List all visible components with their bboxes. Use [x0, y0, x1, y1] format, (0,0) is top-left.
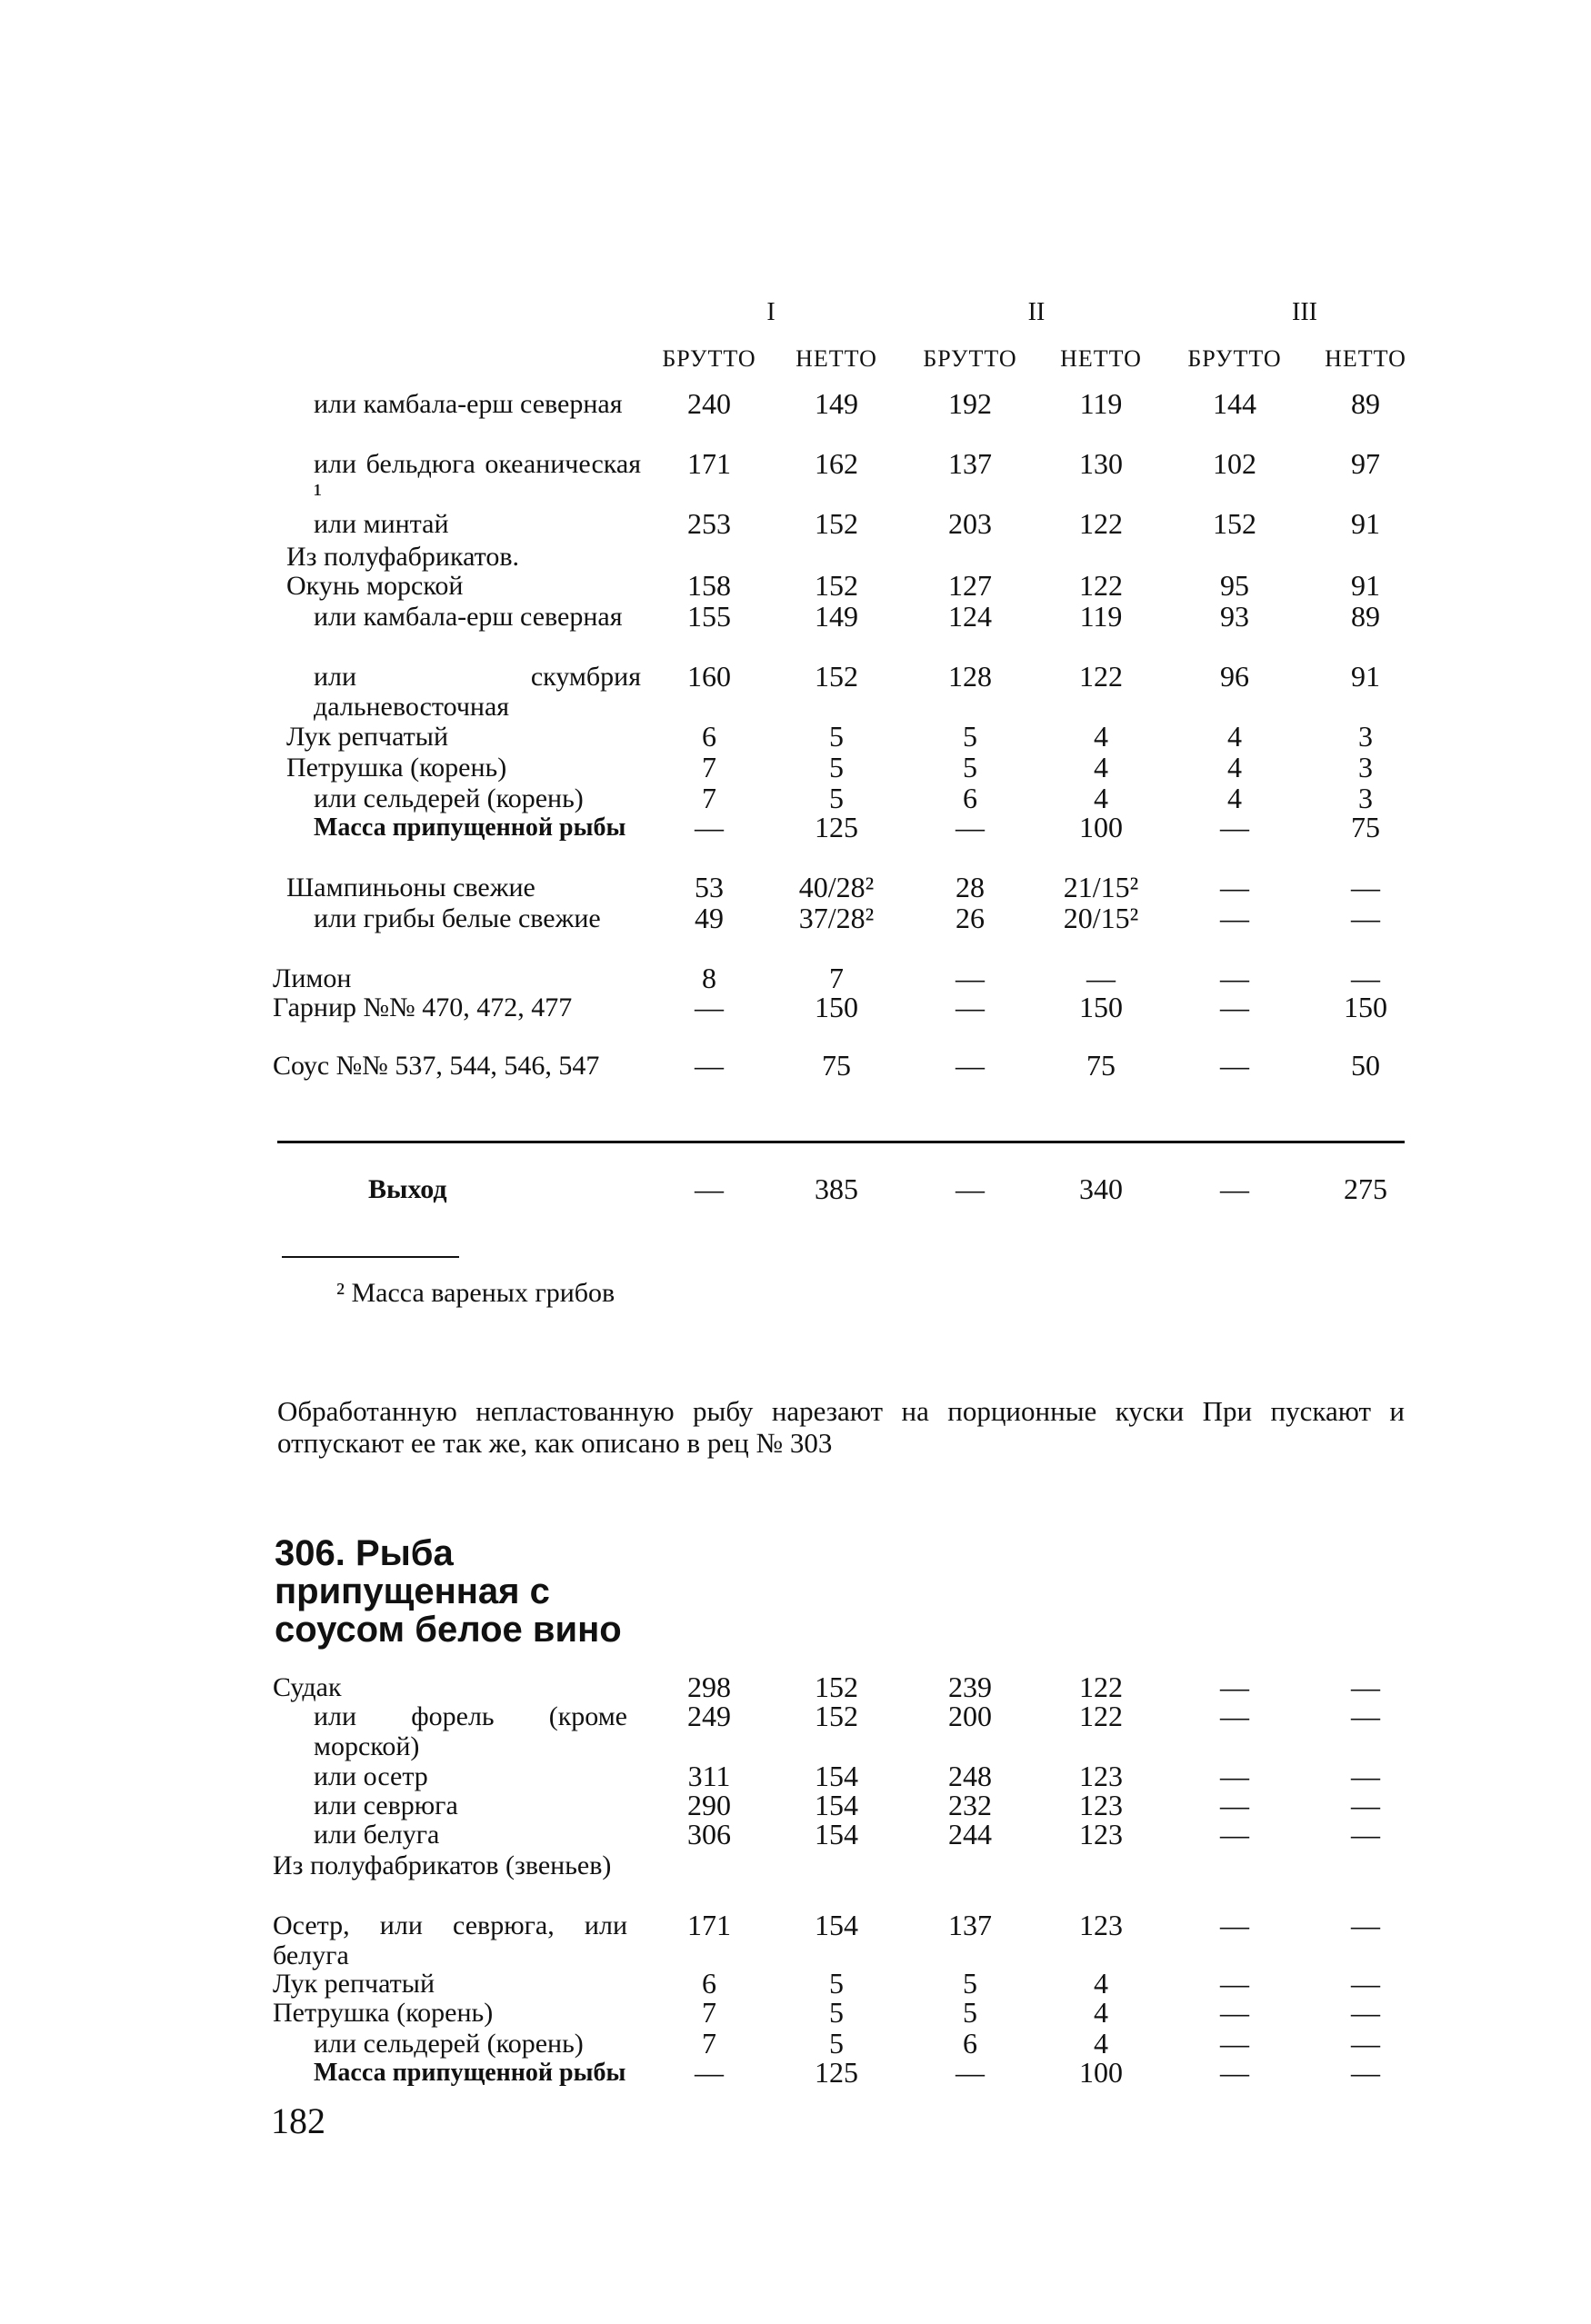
table-cell: 95 — [1220, 569, 1249, 602]
column-header-brutto: БРУТТО — [923, 345, 1017, 372]
table-cell: 89 — [1351, 387, 1380, 420]
ingredient-label: Лук репчатый — [286, 722, 448, 752]
table-cell: 124 — [948, 600, 992, 633]
table-cell: 340 — [1079, 1172, 1123, 1205]
table-cell: 123 — [1079, 1909, 1123, 1941]
table-cell: 4 — [1227, 720, 1242, 753]
ingredient-label: Осетр, или севрюга, или белуга — [273, 1910, 627, 1970]
table-cell: 3 — [1358, 782, 1373, 814]
table-cell: 123 — [1079, 1789, 1123, 1821]
table-cell: 158 — [687, 569, 731, 602]
table-cell: 89 — [1351, 600, 1380, 633]
table-cell: 49 — [695, 902, 724, 934]
table-cell: 91 — [1351, 507, 1380, 540]
ingredient-label: Масса припущенной рыбы — [314, 813, 626, 842]
table-cell: 154 — [815, 1909, 858, 1941]
table-cell: 162 — [815, 447, 858, 480]
ingredient-label: Гарнир №№ 470, 472, 477 — [273, 992, 573, 1022]
column-header-netto: НЕТТО — [1325, 345, 1406, 372]
table-cell: — — [1351, 1671, 1380, 1703]
table-cell: — — [1351, 1789, 1380, 1821]
table-cell: 154 — [815, 1789, 858, 1821]
table-cell: — — [695, 811, 724, 843]
table-cell: — — [1351, 1996, 1380, 2029]
table-cell: 3 — [1358, 751, 1373, 783]
table-row — [0, 602, 1591, 663]
table-row — [0, 1850, 1591, 1912]
table-cell: — — [1220, 991, 1249, 1023]
table-cell: 5 — [829, 751, 844, 783]
table-cell: — — [1220, 1996, 1249, 2029]
table-cell: — — [1220, 1789, 1249, 1821]
table-row — [0, 662, 1591, 723]
table-cell: — — [1220, 962, 1249, 994]
table-cell: — — [1351, 2056, 1380, 2089]
ingredient-label: или севрюга — [314, 1790, 458, 1820]
ingredient-label: или грибы белые свежие — [314, 903, 601, 933]
table-cell: 100 — [1079, 2056, 1123, 2089]
yield-label: Выход — [368, 1174, 447, 1204]
table-cell: 102 — [1213, 447, 1256, 480]
instruction-paragraph: Обработанную непластованную рыбу нарезают на порционные куски При пускают и отпускают ее так же, как описано в рец № 303 — [277, 1395, 1405, 1459]
table-cell: 6 — [963, 2027, 977, 2060]
table-cell: — — [956, 991, 985, 1023]
ingredient-label: Лук репчатый — [273, 1969, 435, 1999]
table-row — [0, 1910, 1591, 1972]
table-cell: 91 — [1351, 660, 1380, 693]
table-cell: — — [695, 2056, 724, 2089]
table-cell: 125 — [815, 811, 858, 843]
table-cell: 200 — [948, 1700, 992, 1732]
table-cell: 152 — [815, 569, 858, 602]
table-cell: 152 — [1213, 507, 1256, 540]
table-cell: — — [1351, 871, 1380, 903]
table-cell: 5 — [829, 720, 844, 753]
table-cell: 5 — [829, 1967, 844, 2000]
table-cell: 122 — [1079, 507, 1123, 540]
table-cell: — — [1220, 2056, 1249, 2089]
column-header-netto: НЕТТО — [796, 345, 877, 372]
table-cell: 93 — [1220, 600, 1249, 633]
table-cell: 26 — [956, 902, 985, 934]
ingredient-label: или минтай — [314, 509, 449, 539]
footnote-rule — [282, 1256, 459, 1258]
table-cell: 149 — [815, 387, 858, 420]
table-cell: 3 — [1358, 720, 1373, 753]
table-cell: 239 — [948, 1671, 992, 1703]
column-header-brutto: БРУТТО — [1187, 345, 1282, 372]
table-cell: — — [956, 1049, 985, 1082]
table-cell: 150 — [1079, 991, 1123, 1023]
ingredient-label: Лимон — [273, 963, 352, 993]
table-cell: 4 — [1094, 782, 1108, 814]
table-cell: 4 — [1094, 720, 1108, 753]
table-cell: 203 — [948, 507, 992, 540]
table-cell: — — [1351, 1760, 1380, 1792]
table-cell: — — [1220, 1967, 1249, 2000]
table-cell: 275 — [1344, 1172, 1387, 1205]
table-row — [0, 903, 1591, 965]
table-cell: — — [1220, 902, 1249, 934]
table-cell: 311 — [687, 1760, 731, 1792]
table-cell: 91 — [1351, 569, 1380, 602]
ingredient-label: Окунь морской — [286, 571, 464, 601]
table-row — [0, 992, 1591, 1054]
table-cell: 240 — [687, 387, 731, 420]
table-cell: 5 — [963, 1967, 977, 2000]
table-cell: — — [1086, 962, 1116, 994]
column-header-netto: НЕТТО — [1060, 345, 1142, 372]
table-cell: 248 — [948, 1760, 992, 1792]
table-cell: — — [1220, 2027, 1249, 2060]
table-cell: 130 — [1079, 447, 1123, 480]
table-cell: — — [956, 2056, 985, 2089]
table-cell: — — [695, 1049, 724, 1082]
table-cell: 4 — [1094, 1996, 1108, 2029]
table-cell: 4 — [1094, 2027, 1108, 2060]
table-row — [0, 813, 1591, 874]
table-cell: 144 — [1213, 387, 1256, 420]
table-cell: 122 — [1079, 660, 1123, 693]
table-cell: 4 — [1227, 782, 1242, 814]
table-cell: 37/28² — [798, 902, 875, 934]
table-cell: 150 — [815, 991, 858, 1023]
table-cell: 137 — [948, 447, 992, 480]
table-cell: 96 — [1220, 660, 1249, 693]
table-cell: 7 — [702, 782, 716, 814]
table-cell: — — [1220, 1760, 1249, 1792]
ingredient-label: Петрушка (корень) — [273, 1998, 494, 2028]
table-cell: 50 — [1351, 1049, 1380, 1082]
table-cell: 7 — [702, 751, 716, 783]
table-cell: 75 — [1086, 1049, 1116, 1082]
yield-row — [0, 1174, 1591, 1236]
table-cell: — — [1220, 1909, 1249, 1941]
ingredient-label: Шампиньоны свежие — [286, 873, 535, 903]
table-cell: 253 — [687, 507, 731, 540]
ingredient-label: или камбала-ерш северная — [314, 602, 623, 632]
ingredient-label: или белуга — [314, 1820, 440, 1850]
table-cell: — — [1351, 2027, 1380, 2060]
table-cell: 149 — [815, 600, 858, 633]
table-cell: — — [1220, 1818, 1249, 1850]
table-row — [0, 1701, 1591, 1763]
table-cell: 28 — [956, 871, 985, 903]
page-number: 182 — [271, 2100, 325, 2141]
ingredient-label: или форель (кроме морской) — [314, 1701, 627, 1761]
table-cell: 232 — [948, 1789, 992, 1821]
table-cell: — — [956, 1172, 985, 1205]
table-cell: 4 — [1094, 751, 1108, 783]
table-cell: 6 — [963, 782, 977, 814]
table-cell: 154 — [815, 1760, 858, 1792]
ingredient-label: или сельдерей (корень) — [314, 783, 584, 813]
table-cell: 5 — [829, 1996, 844, 2029]
table-cell: 20/15² — [1063, 902, 1139, 934]
table-cell: 21/15² — [1063, 871, 1139, 903]
table-divider — [277, 1141, 1405, 1143]
ingredient-label: Судак — [273, 1672, 342, 1702]
table-cell: — — [1220, 1172, 1249, 1205]
ingredient-label: или бельдюга океаническая ¹ — [314, 449, 641, 509]
table-cell: — — [1220, 1049, 1249, 1082]
table-cell: 75 — [822, 1049, 851, 1082]
column-group-3: III — [1292, 298, 1317, 326]
table-cell: 8 — [702, 962, 716, 994]
table-cell: 123 — [1079, 1760, 1123, 1792]
table-cell: 119 — [1079, 600, 1123, 633]
table-cell: — — [1220, 1700, 1249, 1732]
table-cell: 97 — [1351, 447, 1380, 480]
table-cell: 122 — [1079, 569, 1123, 602]
table-cell: 125 — [815, 2056, 858, 2089]
table-cell: — — [1351, 1967, 1380, 2000]
table-cell: 6 — [702, 1967, 716, 2000]
table-cell: 4 — [1094, 1967, 1108, 2000]
table-cell: 290 — [687, 1789, 731, 1821]
table-cell: 75 — [1351, 811, 1380, 843]
ingredient-label: Масса припущенной рыбы — [314, 2059, 626, 2087]
table-cell: 5 — [829, 782, 844, 814]
table-cell: 5 — [963, 751, 977, 783]
table-cell: 171 — [687, 1909, 731, 1941]
table-row — [0, 389, 1591, 451]
table-cell: 7 — [829, 962, 844, 994]
table-cell: — — [1220, 1671, 1249, 1703]
table-cell: — — [1220, 811, 1249, 843]
table-cell: 5 — [963, 1996, 977, 2029]
ingredient-label: Из полуфабрикатов. — [286, 542, 520, 572]
table-cell: — — [1220, 871, 1249, 903]
table-cell: 119 — [1079, 387, 1123, 420]
table-cell: 4 — [1227, 751, 1242, 783]
ingredient-label: или камбала-ерш северная — [314, 389, 623, 419]
table-cell: 306 — [687, 1818, 731, 1850]
ingredient-label: Петрушка (корень) — [286, 753, 507, 783]
table-cell: 160 — [687, 660, 731, 693]
table-cell: — — [1351, 962, 1380, 994]
table-cell: — — [695, 1172, 724, 1205]
table-row — [0, 449, 1591, 511]
table-cell: 249 — [687, 1700, 731, 1732]
ingredient-label: Из полуфабрикатов (звеньев) — [273, 1850, 612, 1880]
table-row — [0, 1051, 1591, 1112]
footnote: ² Масса вареных грибов — [336, 1278, 615, 1308]
table-cell: — — [1351, 1700, 1380, 1732]
column-group-2: II — [1027, 298, 1046, 326]
table-cell: 171 — [687, 447, 731, 480]
table-cell: 128 — [948, 660, 992, 693]
ingredient-label: Соус №№ 537, 544, 546, 547 — [273, 1051, 600, 1081]
table-cell: 5 — [829, 2027, 844, 2060]
table-cell: — — [1351, 1818, 1380, 1850]
table-cell: — — [1351, 1909, 1380, 1941]
table-cell: — — [956, 962, 985, 994]
table-cell: 298 — [687, 1671, 731, 1703]
table-row — [0, 2058, 1591, 2120]
table-cell: — — [1351, 902, 1380, 934]
table-cell: — — [956, 811, 985, 843]
ingredient-label: или осетр — [314, 1761, 428, 1791]
table-cell: 122 — [1079, 1700, 1123, 1732]
table-cell: 40/28² — [798, 871, 875, 903]
recipe-title: 306. Рыба припущенная с соусом белое вино — [275, 1533, 622, 1650]
table-cell: 152 — [815, 660, 858, 693]
table-cell: 154 — [815, 1818, 858, 1850]
table-cell: 6 — [702, 720, 716, 753]
table-cell: 7 — [702, 1996, 716, 2029]
ingredient-label: или сельдерей (корень) — [314, 2029, 584, 2059]
table-cell: 152 — [815, 507, 858, 540]
table-cell: 53 — [695, 871, 724, 903]
table-cell: 127 — [948, 569, 992, 602]
table-cell: 123 — [1079, 1818, 1123, 1850]
table-cell: — — [695, 991, 724, 1023]
table-cell: 385 — [815, 1172, 858, 1205]
table-cell: 244 — [948, 1818, 992, 1850]
table-cell: 155 — [687, 600, 731, 633]
table-cell: 192 — [948, 387, 992, 420]
ingredient-label: или скумбрия дальневосточная — [314, 662, 641, 722]
table-cell: 122 — [1079, 1671, 1123, 1703]
table-cell: 150 — [1344, 991, 1387, 1023]
column-header-brutto: БРУТТО — [662, 345, 756, 372]
table-cell: 152 — [815, 1700, 858, 1732]
column-group-1: I — [766, 298, 775, 326]
table-cell: 137 — [948, 1909, 992, 1941]
table-cell: 152 — [815, 1671, 858, 1703]
table-cell: 5 — [963, 720, 977, 753]
table-cell: 7 — [702, 2027, 716, 2060]
table-cell: 100 — [1079, 811, 1123, 843]
